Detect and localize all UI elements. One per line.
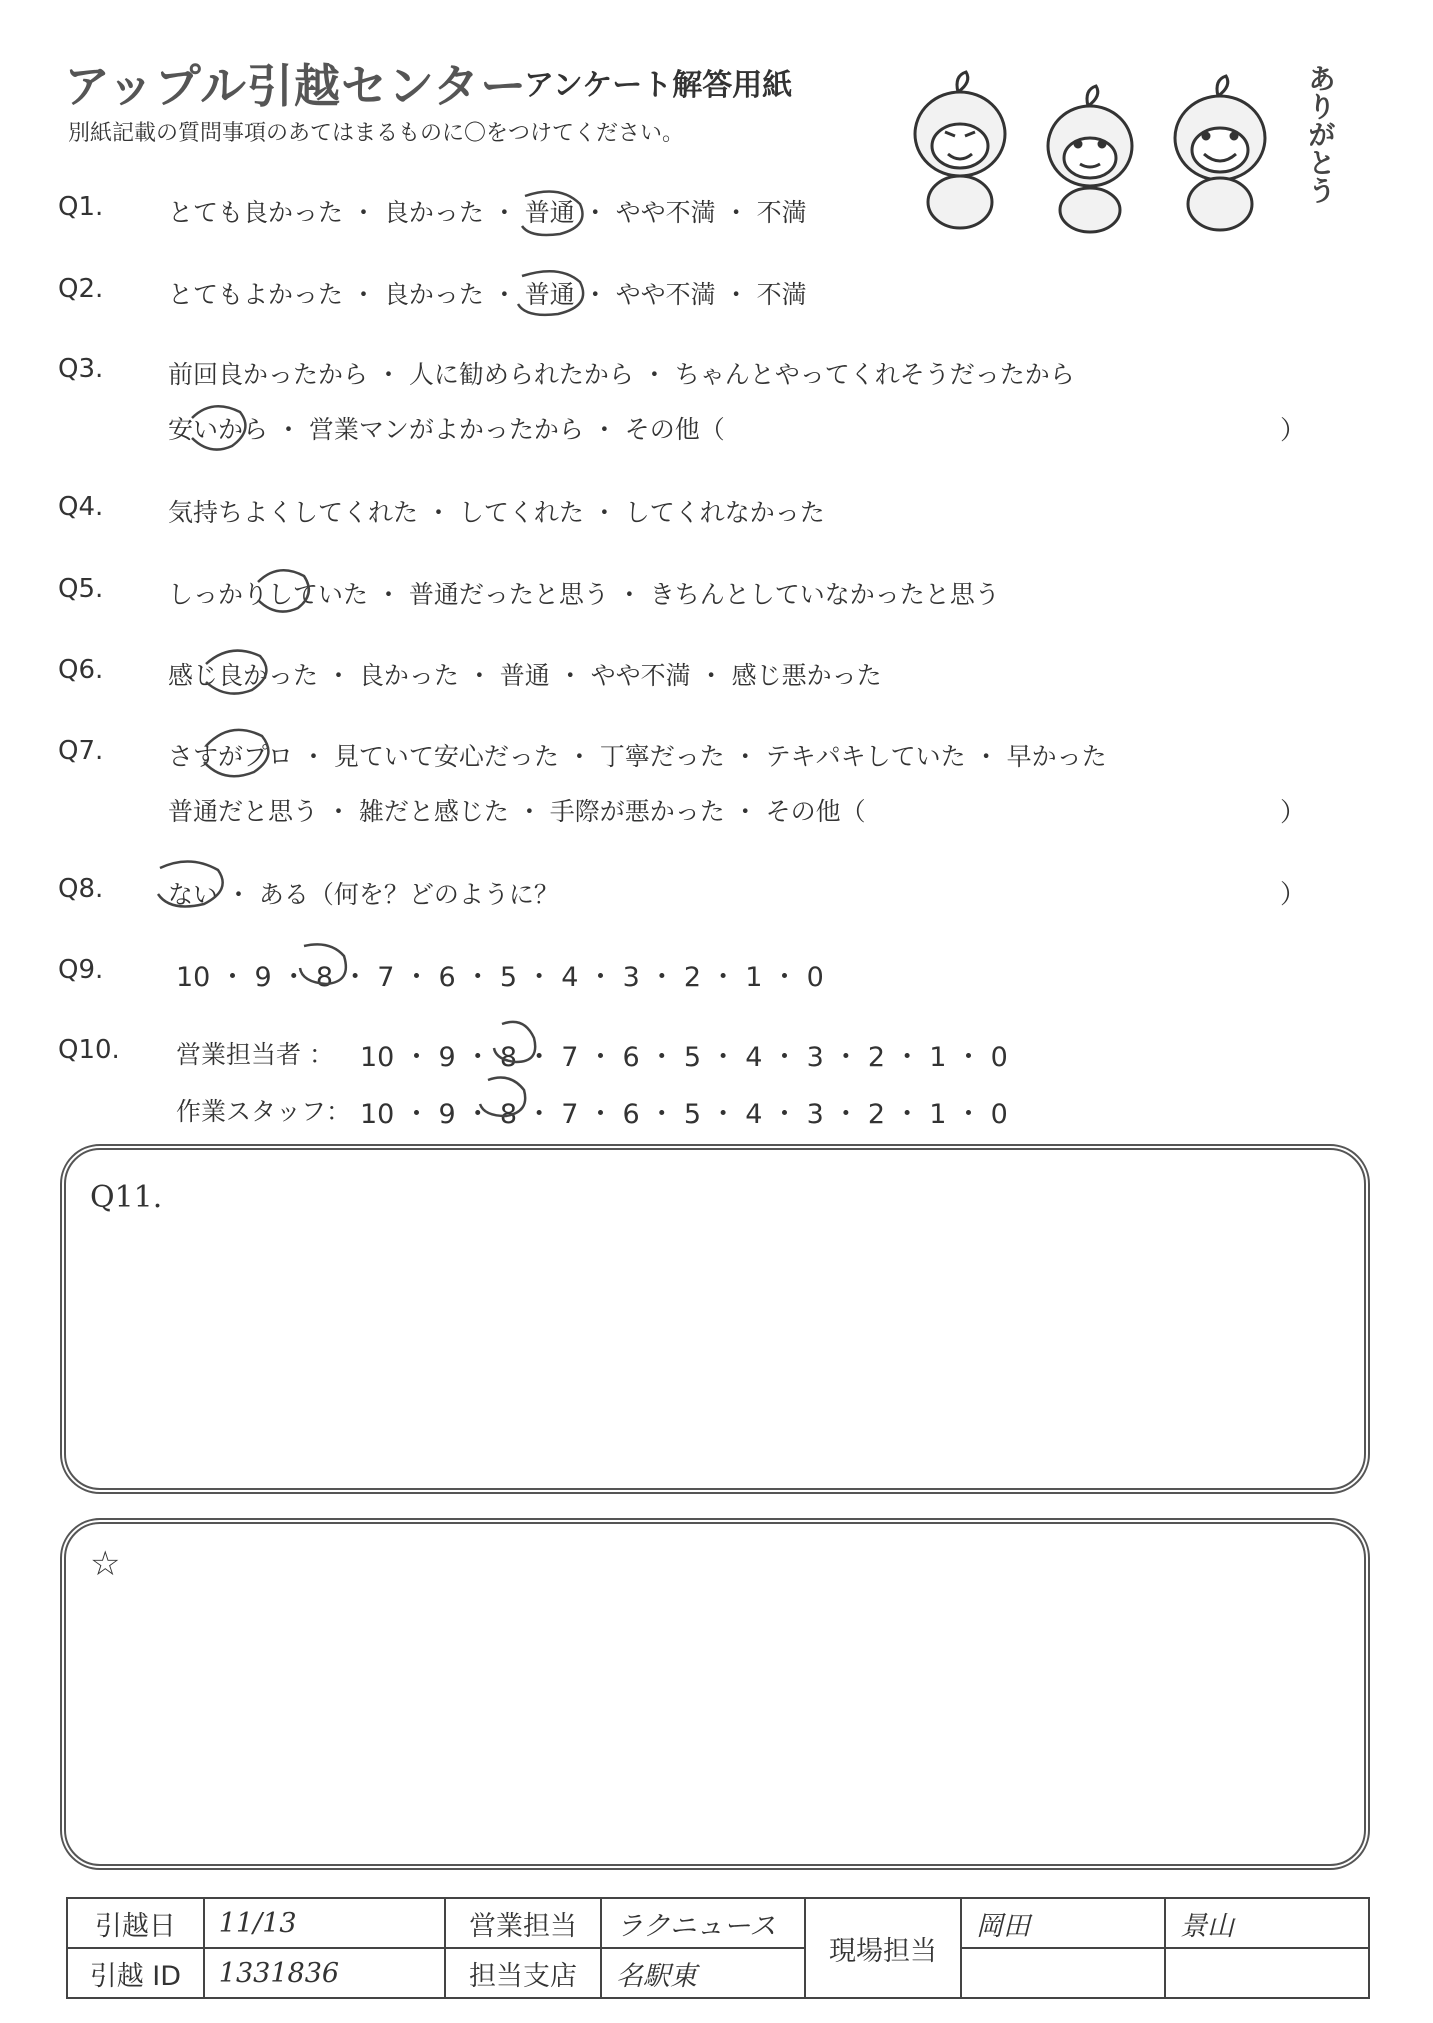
site-rep-empty-1 [961,1948,1165,1998]
star-label: ☆ [90,1544,121,1584]
sales-rep-value: ラクニュース [601,1898,805,1948]
q3-options-line1: 前回良かったから ・ 人に勧められたから ・ ちゃんとやってくれそうだったから [168,360,1075,389]
site-rep-1: 岡田 [961,1898,1165,1948]
branch-value: 名駅東 [601,1948,805,1998]
q5-options: しっかりしていた ・ 普通だったと思う ・ きちんとしていなかったと思う [168,580,1000,609]
q9-number: Q9. [58,955,104,985]
site-rep-label: 現場担当 [805,1898,961,1998]
move-id-label: 引越 ID [67,1948,204,1998]
survey-subtitle: アンケート解答用紙 [524,68,793,103]
q7-options-line1: さすがプロ ・ 見ていて安心だった ・ 丁寧だった ・ テキパキしていた ・ 早かった [168,742,1107,771]
q2-number: Q2. [58,274,104,304]
q3-options-line2: 安いから ・ 営業マンがよかったから ・ その他（ [168,415,725,444]
q10-staff-scale: 10 ・ 9 ・ 8 ・ 7 ・ 6 ・ 5 ・ 4 ・ 3 ・ 2 ・ 1 ・ 0 [360,1099,1008,1130]
q10-sales-scale: 10 ・ 9 ・ 8 ・ 7 ・ 6 ・ 5 ・ 4 ・ 3 ・ 2 ・ 1 ・ 0 [360,1042,1008,1073]
q10-staff-label: 作業スタッフ： [176,1097,352,1126]
sales-rep-label: 営業担当 [445,1898,601,1948]
q11-comment-box[interactable] [60,1144,1370,1494]
instruction-text: 別紙記載の質問事項のあてはまるものに〇をつけてください。 [68,121,685,146]
q3-close-paren: ） [1280,416,1307,446]
monkey-icon [915,72,1005,228]
q7-number: Q7. [58,736,104,766]
q10-number: Q10. [58,1035,120,1065]
monkey-icon [1175,76,1265,230]
move-date-value: 11/13 [204,1898,445,1948]
site-rep-empty-2 [1165,1948,1369,1998]
move-date-label: 引越日 [67,1898,204,1948]
q3-number: Q3. [58,354,104,384]
q1-number: Q1. [58,192,104,222]
q2-options: とてもよかった ・ 良かった ・ 普通 ・ やや不満 ・ 不満 [168,280,807,309]
q7-options-line2: 普通だと思う ・ 雑だと感じた ・ 手際が悪かった ・ その他（ [168,797,866,826]
q8-close-paren: ） [1280,880,1307,910]
q4-number: Q4. [58,492,104,522]
move-id-value: 1331836 [204,1948,445,1998]
q10-sales-label: 営業担当者 ： [176,1040,334,1069]
q11-label: Q11. [90,1180,163,1215]
q6-options: 感じ良かった ・ 良かった ・ 普通 ・ やや不満 ・ 感じ悪かった [168,661,882,690]
survey-title: アップル引越センター [64,59,528,113]
star-comment-box[interactable] [60,1518,1370,1870]
q1-options: とても良かった ・ 良かった ・ 普通 ・ やや不満 ・ 不満 [168,198,807,227]
q6-number: Q6. [58,655,104,685]
q9-scale: 10 ・ 9 ・ 8 ・ 7 ・ 6 ・ 5 ・ 4 ・ 3 ・ 2 ・ 1 ・ 0 [176,962,824,993]
q5-number: Q5. [58,574,104,604]
q4-options: 気持ちよくしてくれた ・ してくれた ・ してくれなかった [168,498,825,527]
mascot-thanks-text: ありがとう [1304,64,1337,204]
q8-options: ない ・ ある（何を？どのように？ [168,880,559,909]
monkey-icon [1048,86,1132,232]
site-rep-2: 景山 [1165,1898,1369,1948]
q7-close-paren: ） [1280,798,1307,828]
branch-label: 担当支店 [445,1948,601,1998]
info-table [66,1897,1370,1999]
monkey-mascots-illustration [890,54,1350,234]
q8-number: Q8. [58,874,104,904]
